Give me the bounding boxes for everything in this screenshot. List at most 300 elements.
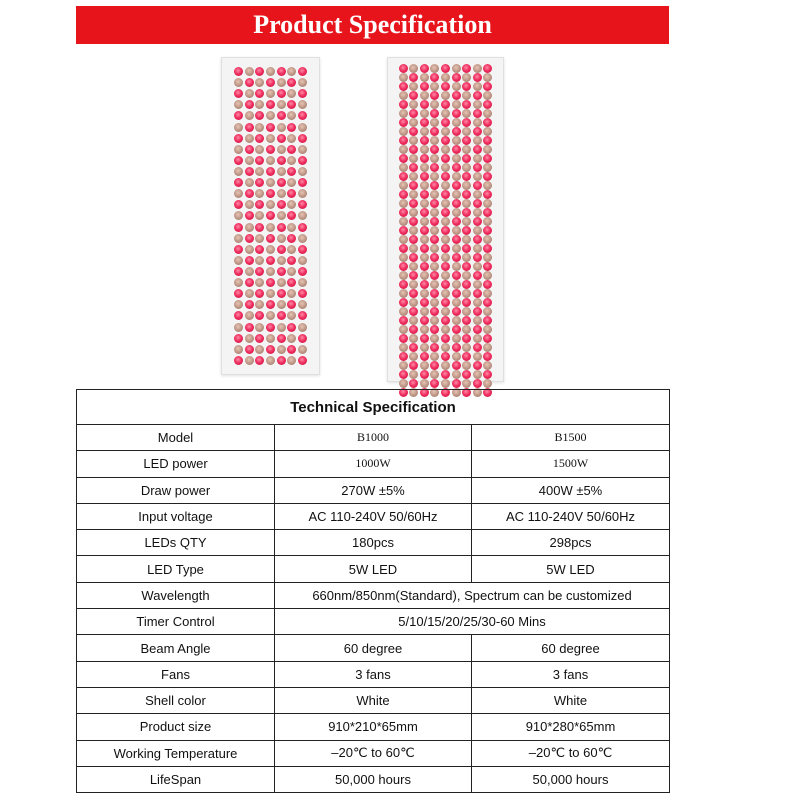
red-led [277, 134, 286, 143]
infrared-led [409, 280, 418, 289]
infrared-led [266, 156, 275, 165]
infrared-led [441, 253, 450, 262]
infrared-led [287, 111, 296, 120]
infrared-led [430, 190, 439, 199]
red-led [462, 208, 471, 217]
red-led [473, 271, 482, 280]
red-led [473, 181, 482, 190]
infrared-led [255, 234, 264, 243]
infrared-led [420, 109, 429, 118]
spec-label-cell: Beam Angle [77, 635, 275, 661]
red-led [255, 134, 264, 143]
red-led [430, 199, 439, 208]
red-led [473, 91, 482, 100]
red-led [234, 134, 243, 143]
infrared-led [399, 181, 408, 190]
infrared-led [255, 300, 264, 309]
red-led [255, 156, 264, 165]
red-led [266, 189, 275, 198]
red-led [420, 370, 429, 379]
red-led [399, 298, 408, 307]
red-led [287, 345, 296, 354]
red-led [234, 245, 243, 254]
red-led [409, 91, 418, 100]
red-led [430, 217, 439, 226]
infrared-led [420, 163, 429, 172]
red-led [420, 280, 429, 289]
red-led [287, 167, 296, 176]
infrared-led [245, 311, 254, 320]
infrared-led [452, 226, 461, 235]
infrared-led [462, 217, 471, 226]
infrared-led [255, 211, 264, 220]
red-led [234, 289, 243, 298]
b1000-value-cell: B1000 [275, 425, 472, 451]
red-led [298, 289, 307, 298]
red-led [277, 267, 286, 276]
red-led [277, 289, 286, 298]
b1000-value-cell: 5W LED [275, 556, 472, 582]
infrared-led [441, 307, 450, 316]
infrared-led [234, 123, 243, 132]
infrared-led [266, 311, 275, 320]
red-led [483, 226, 492, 235]
infrared-led [399, 289, 408, 298]
infrared-led [255, 323, 264, 332]
infrared-led [452, 190, 461, 199]
infrared-led [409, 190, 418, 199]
infrared-led [462, 145, 471, 154]
infrared-led [409, 136, 418, 145]
red-led [287, 323, 296, 332]
infrared-led [430, 100, 439, 109]
infrared-led [420, 289, 429, 298]
red-led [298, 156, 307, 165]
red-led [441, 298, 450, 307]
infrared-led [441, 145, 450, 154]
infrared-led [245, 156, 254, 165]
red-led [430, 289, 439, 298]
b1000-value-cell: 180pcs [275, 530, 472, 556]
infrared-led [277, 100, 286, 109]
infrared-led [277, 300, 286, 309]
spec-label-cell: Input voltage [77, 503, 275, 529]
infrared-led [441, 199, 450, 208]
red-led [452, 145, 461, 154]
red-led [473, 307, 482, 316]
infrared-led [399, 199, 408, 208]
infrared-led [483, 271, 492, 280]
red-led [420, 190, 429, 199]
red-led [399, 370, 408, 379]
red-led [452, 379, 461, 388]
infrared-led [245, 334, 254, 343]
infrared-led [399, 271, 408, 280]
spec-label-cell: Model [77, 425, 275, 451]
spec-value-cell: 5/10/15/20/25/30-60 Mins [275, 609, 670, 635]
red-led [266, 123, 275, 132]
red-led [287, 256, 296, 265]
infrared-led [298, 300, 307, 309]
infrared-led [399, 109, 408, 118]
red-led [409, 109, 418, 118]
red-led [234, 356, 243, 365]
red-led [462, 100, 471, 109]
infrared-led [298, 234, 307, 243]
red-led [234, 311, 243, 320]
b1000-led-panel-image [221, 57, 320, 375]
infrared-led [298, 189, 307, 198]
red-led [452, 181, 461, 190]
infrared-led [452, 352, 461, 361]
red-led [430, 127, 439, 136]
red-led [462, 280, 471, 289]
red-led [483, 118, 492, 127]
infrared-led [483, 145, 492, 154]
infrared-led [409, 226, 418, 235]
red-led [462, 352, 471, 361]
infrared-led [430, 226, 439, 235]
infrared-led [483, 127, 492, 136]
infrared-led [399, 307, 408, 316]
red-led [420, 208, 429, 217]
spec-label-cell: Wavelength [77, 582, 275, 608]
red-led [234, 200, 243, 209]
infrared-led [441, 217, 450, 226]
red-led [266, 211, 275, 220]
red-led [245, 256, 254, 265]
infrared-led [420, 217, 429, 226]
infrared-led [266, 245, 275, 254]
infrared-led [441, 181, 450, 190]
red-led [409, 343, 418, 352]
red-led [409, 361, 418, 370]
infrared-led [234, 145, 243, 154]
infrared-led [298, 78, 307, 87]
b1500-led-panel-image [387, 57, 504, 382]
red-led [399, 226, 408, 235]
infrared-led [483, 343, 492, 352]
infrared-led [473, 64, 482, 73]
infrared-led [287, 178, 296, 187]
infrared-led [277, 323, 286, 332]
red-led [473, 163, 482, 172]
b1500-value-cell: White [472, 687, 670, 713]
b1000-value-cell: 3 fans [275, 661, 472, 687]
b1500-value-cell: 3 fans [472, 661, 670, 687]
infrared-led [473, 136, 482, 145]
infrared-led [409, 82, 418, 91]
red-led [287, 278, 296, 287]
infrared-led [298, 123, 307, 132]
red-led [441, 172, 450, 181]
infrared-led [452, 244, 461, 253]
table-row [77, 582, 670, 608]
red-led [298, 245, 307, 254]
red-led [483, 334, 492, 343]
red-led [409, 127, 418, 136]
red-led [234, 111, 243, 120]
infrared-led [441, 379, 450, 388]
infrared-led [287, 289, 296, 298]
infrared-led [234, 278, 243, 287]
infrared-led [430, 172, 439, 181]
red-led [473, 127, 482, 136]
infrared-led [430, 316, 439, 325]
infrared-led [462, 379, 471, 388]
red-led [298, 67, 307, 76]
red-led [298, 178, 307, 187]
red-led [483, 280, 492, 289]
red-led [287, 234, 296, 243]
spec-label-cell: LED Type [77, 556, 275, 582]
table-row [77, 503, 670, 529]
spec-label-cell: LED power [77, 451, 275, 477]
red-led [245, 100, 254, 109]
infrared-led [277, 234, 286, 243]
infrared-led [287, 356, 296, 365]
red-led [234, 223, 243, 232]
infrared-led [399, 253, 408, 262]
red-led [245, 300, 254, 309]
infrared-led [255, 278, 264, 287]
infrared-led [255, 167, 264, 176]
red-led [409, 325, 418, 334]
infrared-led [473, 100, 482, 109]
red-led [430, 235, 439, 244]
infrared-led [420, 271, 429, 280]
infrared-led [409, 244, 418, 253]
table-row [77, 766, 670, 792]
b1500-value-cell: B1500 [472, 425, 670, 451]
red-led [245, 211, 254, 220]
infrared-led [409, 100, 418, 109]
infrared-led [298, 278, 307, 287]
infrared-led [452, 100, 461, 109]
b1500-value-cell: 5W LED [472, 556, 670, 582]
table-row [77, 477, 670, 503]
red-led [266, 278, 275, 287]
red-led [462, 316, 471, 325]
red-led [473, 217, 482, 226]
red-led [255, 200, 264, 209]
infrared-led [430, 136, 439, 145]
infrared-led [420, 73, 429, 82]
red-led [441, 280, 450, 289]
infrared-led [420, 379, 429, 388]
infrared-led [266, 111, 275, 120]
red-led [245, 189, 254, 198]
red-led [266, 345, 275, 354]
red-led [462, 172, 471, 181]
red-led [441, 244, 450, 253]
red-led [420, 262, 429, 271]
infrared-led [420, 253, 429, 262]
infrared-led [277, 78, 286, 87]
red-led [441, 100, 450, 109]
red-led [399, 334, 408, 343]
infrared-led [287, 311, 296, 320]
infrared-led [473, 262, 482, 271]
infrared-led [266, 356, 275, 365]
red-led [245, 323, 254, 332]
red-led [277, 111, 286, 120]
red-led [255, 111, 264, 120]
infrared-led [420, 325, 429, 334]
infrared-led [255, 189, 264, 198]
infrared-led [473, 208, 482, 217]
table-row [77, 530, 670, 556]
infrared-led [298, 211, 307, 220]
infrared-led [420, 343, 429, 352]
infrared-led [277, 345, 286, 354]
infrared-led [255, 145, 264, 154]
infrared-led [430, 244, 439, 253]
red-led [234, 67, 243, 76]
infrared-led [473, 298, 482, 307]
red-led [462, 136, 471, 145]
red-led [234, 178, 243, 187]
infrared-led [462, 91, 471, 100]
red-led [430, 181, 439, 190]
infrared-led [452, 154, 461, 163]
infrared-led [473, 154, 482, 163]
red-led [462, 262, 471, 271]
red-led [473, 109, 482, 118]
table-row [77, 661, 670, 687]
infrared-led [266, 89, 275, 98]
infrared-led [452, 280, 461, 289]
red-led [483, 298, 492, 307]
infrared-led [277, 211, 286, 220]
infrared-led [399, 235, 408, 244]
red-led [483, 190, 492, 199]
red-led [399, 208, 408, 217]
infrared-led [473, 226, 482, 235]
red-led [255, 67, 264, 76]
red-led [473, 325, 482, 334]
spec-label-cell: Fans [77, 661, 275, 687]
red-led [298, 223, 307, 232]
infrared-led [473, 280, 482, 289]
red-led [452, 343, 461, 352]
infrared-led [473, 334, 482, 343]
red-led [473, 289, 482, 298]
infrared-led [266, 200, 275, 209]
b1500-value-cell: 60 degree [472, 635, 670, 661]
red-led [277, 334, 286, 343]
led-grid [398, 64, 493, 375]
infrared-led [277, 145, 286, 154]
red-led [266, 78, 275, 87]
infrared-led [399, 91, 408, 100]
infrared-led [452, 118, 461, 127]
red-led [441, 82, 450, 91]
red-led [483, 352, 492, 361]
red-led [462, 370, 471, 379]
b1000-value-cell: 270W ±5% [275, 477, 472, 503]
red-led [420, 172, 429, 181]
spec-label-cell: LEDs QTY [77, 530, 275, 556]
spec-label-cell: Timer Control [77, 609, 275, 635]
red-led [430, 379, 439, 388]
infrared-led [399, 73, 408, 82]
infrared-led [234, 100, 243, 109]
infrared-led [287, 267, 296, 276]
b1500-value-cell: 910*280*65mm [472, 714, 670, 740]
infrared-led [255, 123, 264, 132]
red-led [483, 244, 492, 253]
red-led [399, 244, 408, 253]
infrared-led [234, 300, 243, 309]
infrared-led [234, 211, 243, 220]
red-led [462, 244, 471, 253]
red-led [245, 145, 254, 154]
red-led [409, 289, 418, 298]
b1500-value-cell: 298pcs [472, 530, 670, 556]
red-led [441, 190, 450, 199]
red-led [483, 172, 492, 181]
red-led [420, 316, 429, 325]
infrared-led [287, 334, 296, 343]
red-led [399, 64, 408, 73]
red-led [277, 311, 286, 320]
infrared-led [430, 154, 439, 163]
infrared-led [277, 278, 286, 287]
infrared-led [298, 256, 307, 265]
red-led [277, 89, 286, 98]
infrared-led [483, 325, 492, 334]
red-led [298, 89, 307, 98]
red-led [483, 316, 492, 325]
infrared-led [287, 245, 296, 254]
red-led [409, 73, 418, 82]
red-led [420, 244, 429, 253]
red-led [399, 118, 408, 127]
infrared-led [473, 82, 482, 91]
infrared-led [245, 178, 254, 187]
infrared-led [287, 89, 296, 98]
red-led [399, 280, 408, 289]
red-led [266, 145, 275, 154]
red-led [277, 67, 286, 76]
red-led [430, 325, 439, 334]
infrared-led [266, 67, 275, 76]
infrared-led [245, 245, 254, 254]
infrared-led [245, 356, 254, 365]
infrared-led [483, 163, 492, 172]
red-led [452, 217, 461, 226]
infrared-led [483, 181, 492, 190]
red-led [287, 211, 296, 220]
infrared-led [452, 172, 461, 181]
red-led [420, 64, 429, 73]
b1500-value-cell: 1500W [472, 451, 670, 477]
red-led [420, 352, 429, 361]
red-led [409, 181, 418, 190]
red-led [483, 136, 492, 145]
red-led [473, 73, 482, 82]
infrared-led [462, 235, 471, 244]
infrared-led [420, 307, 429, 316]
red-led [430, 307, 439, 316]
infrared-led [452, 82, 461, 91]
red-led [441, 334, 450, 343]
infrared-led [409, 154, 418, 163]
b1000-value-cell: 1000W [275, 451, 472, 477]
infrared-led [245, 267, 254, 276]
infrared-led [441, 109, 450, 118]
